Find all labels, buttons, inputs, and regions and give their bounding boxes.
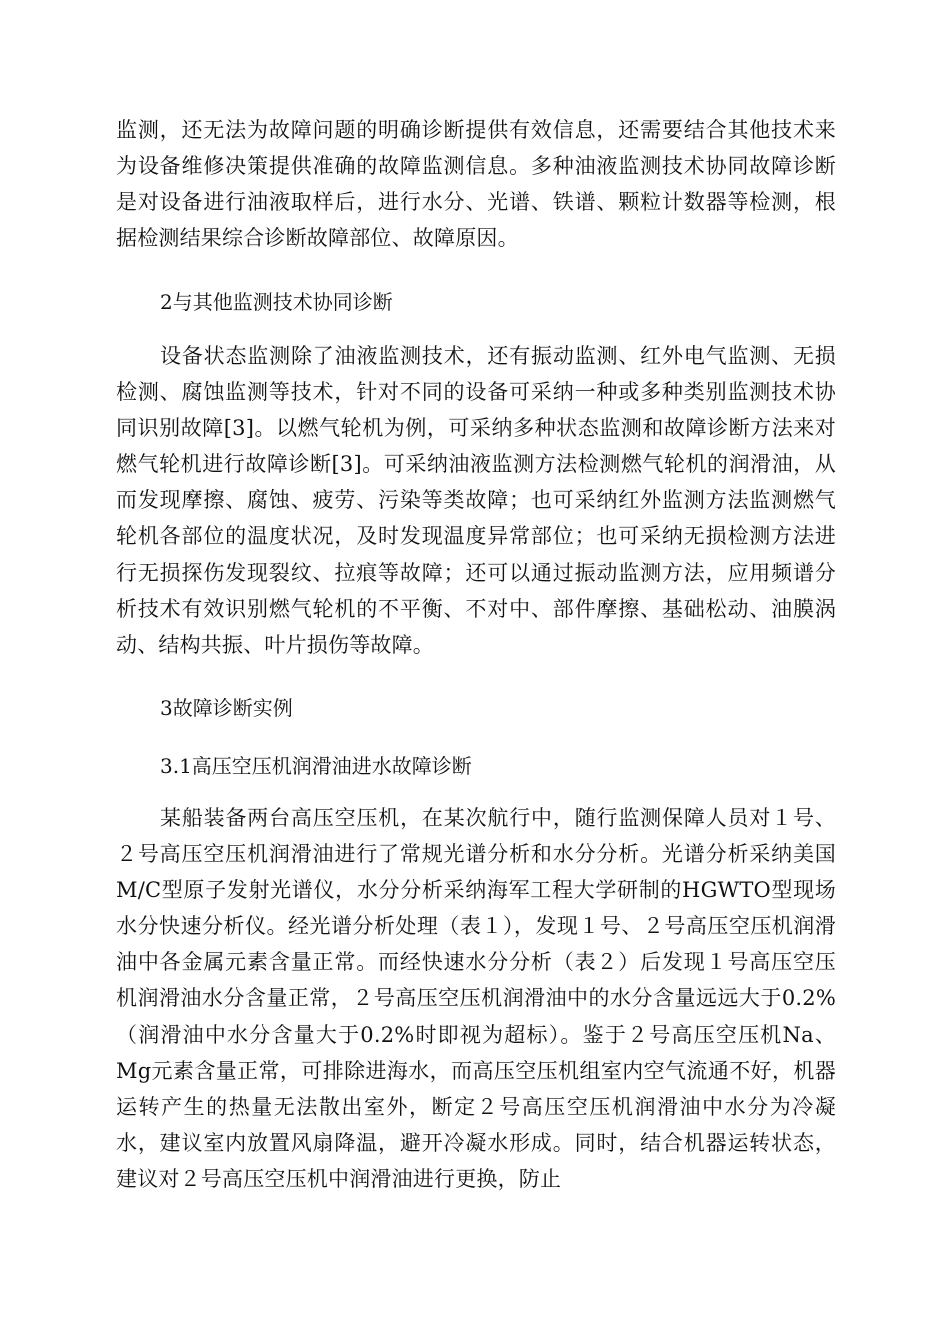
- paragraph-compressor-case: 某船装备两台高压空压机，在某次航行中，随行监测保障人员对１号、２号高压空压机润滑油进行了常规光谱分析和水分分析。光谱分析采纳美国M/C型原子发射光谱仪，水分分析采纳海军工程大学研制的HGWTO型现场水分快速分析仪。经光谱分析处理（表１），发现１号、２号高压空压机润滑油中各金属元素含量正常。而经快速水分分析（表２）后发现１号高压空压机润滑油水分含量正常，２号高压空压机润滑油中的水分含量远远大于0.2%（润滑油中水分含量大于0.2%时即视为超标）。鉴于２号高压空压机Na、Mg元素含量正常，可排除进海水，而高压空压机组室内空气流通不好，机器运转产生的热量无法散出室外，断定２号高压空压机润滑油中水分为冷凝水，建议室内放置风扇降温，避开冷凝水形成。同时，结合机器运转状态，建议对２号高压空压机中润滑油进行更换，防止: [116, 806, 836, 1191]
- section-heading-3: 3故障诊断实例: [160, 696, 293, 720]
- section-heading-3-1: 3.1高压空压机润滑油进水故障诊断: [160, 754, 472, 778]
- paragraph-oil-monitoring-summary: 监测，还无法为故障问题的明确诊断提供有效信息，还需要结合其他技术来为设备维修决策提供准确的故障监测信息。多种油液监测技术协同故障诊断是对设备进行油液取样后，进行水分、光谱、铁谱、颗粒计数器等检测，根据检测结果综合诊断故障部位、故障原因。: [116, 118, 836, 251]
- section-heading-2: 2与其他监测技术协同诊断: [160, 290, 393, 314]
- paragraph-collaborative-diagnosis: 设备状态监测除了油液监测技术，还有振动监测、红外电气监测、无损检测、腐蚀监测等技术，针对不同的设备可采纳一种或多种类别监测技术协同识别故障[3]。以燃气轮机为例，可采纳多种状态监测和故障诊断方法来对燃气轮机进行故障诊断[3]。可采纳油液监测方法检测燃气轮机的润滑油，从而发现摩擦、腐蚀、疲劳、污染等类故障；也可采纳红外监测方法监测燃气轮机各部位的温度状况，及时发现温度异常部位；也可采纳无损检测方法进行无损探伤发现裂纹、拉痕等故障；还可以通过振动监测方法，应用频谱分析技术有效识别燃气轮机的不平衡、不对中、部件摩擦、基础松动、油膜涡动、结构共振、叶片损伤等故障。: [116, 344, 836, 657]
